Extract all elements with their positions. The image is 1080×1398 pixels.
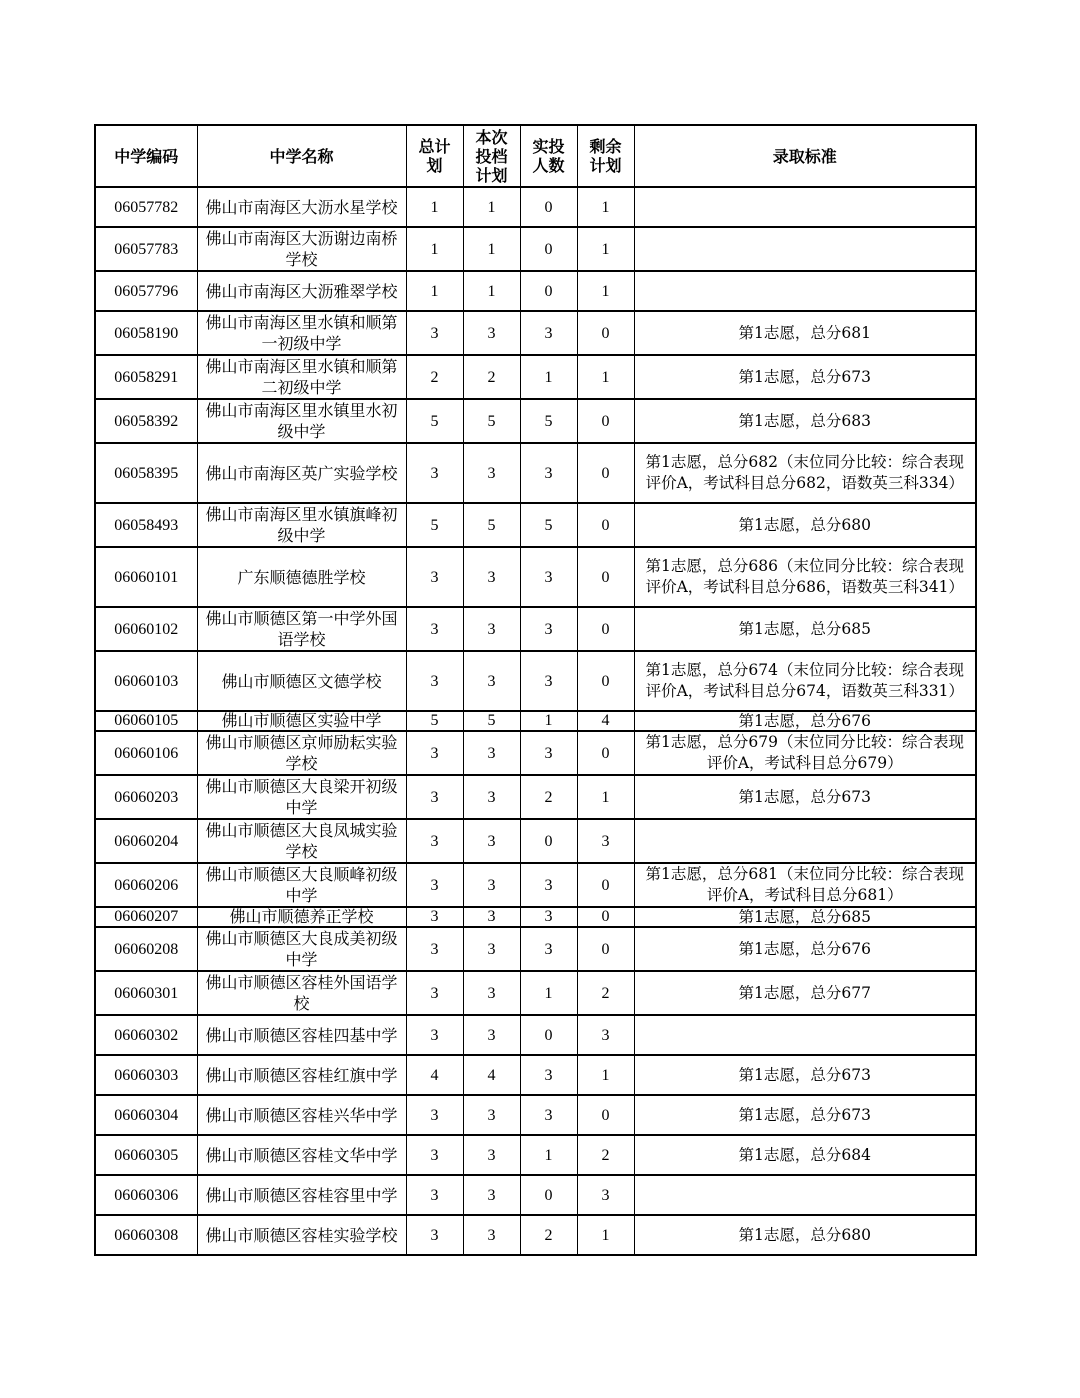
cell-standard: 第1志愿，总分685 (634, 907, 976, 927)
cell-remaining: 0 (577, 1095, 634, 1135)
cell-standard: 第1志愿，总分680 (634, 503, 976, 547)
cell-standard (634, 227, 976, 271)
cell-remaining: 1 (577, 1215, 634, 1255)
cell-actual: 1 (520, 1135, 577, 1175)
table-row (95, 1175, 976, 1215)
header-remaining: 剩余计划 (577, 125, 634, 187)
cell-remaining: 0 (577, 399, 634, 443)
cell-code: 06060204 (95, 819, 197, 863)
cell-batch-plan: 3 (463, 607, 520, 651)
cell-total-plan: 1 (406, 187, 463, 227)
cell-standard: 第1志愿，总分676 (634, 711, 976, 731)
cell-standard: 第1志愿，总分673 (634, 1095, 976, 1135)
cell-standard (634, 187, 976, 227)
cell-standard: 第1志愿，总分677 (634, 971, 976, 1015)
header-row (95, 125, 976, 187)
cell-remaining: 0 (577, 547, 634, 607)
cell-remaining: 0 (577, 607, 634, 651)
cell-actual: 5 (520, 399, 577, 443)
cell-total-plan: 3 (406, 971, 463, 1015)
cell-total-plan: 5 (406, 711, 463, 731)
cell-code: 06060208 (95, 927, 197, 971)
cell-code: 06060301 (95, 971, 197, 1015)
table-body (95, 187, 976, 1255)
cell-standard: 第1志愿，总分673 (634, 355, 976, 399)
header-standard: 录取标准 (634, 125, 976, 187)
cell-total-plan: 3 (406, 1095, 463, 1135)
table-row (95, 227, 976, 271)
cell-actual: 3 (520, 863, 577, 907)
cell-remaining: 0 (577, 927, 634, 971)
cell-actual: 2 (520, 1215, 577, 1255)
cell-code: 06058493 (95, 503, 197, 547)
cell-remaining: 3 (577, 819, 634, 863)
cell-standard (634, 819, 976, 863)
cell-code: 06060207 (95, 907, 197, 927)
cell-standard: 第1志愿，总分673 (634, 1055, 976, 1095)
cell-standard: 第1志愿，总分676 (634, 927, 976, 971)
cell-total-plan: 3 (406, 1015, 463, 1055)
cell-batch-plan: 3 (463, 547, 520, 607)
cell-remaining: 1 (577, 187, 634, 227)
cell-total-plan: 1 (406, 271, 463, 311)
cell-total-plan: 3 (406, 1135, 463, 1175)
cell-standard: 第1志愿，总分683 (634, 399, 976, 443)
cell-batch-plan: 5 (463, 503, 520, 547)
cell-remaining: 0 (577, 731, 634, 775)
cell-remaining: 3 (577, 1015, 634, 1055)
table-row (95, 355, 976, 399)
cell-batch-plan: 1 (463, 271, 520, 311)
cell-remaining: 1 (577, 227, 634, 271)
table-row (95, 907, 976, 927)
cell-code: 06058392 (95, 399, 197, 443)
cell-total-plan: 5 (406, 399, 463, 443)
cell-name: 佛山市顺德区大良凤城实验学校 (197, 819, 406, 863)
cell-total-plan: 3 (406, 927, 463, 971)
admission-table (94, 124, 977, 1256)
cell-name: 佛山市南海区大沥水星学校 (197, 187, 406, 227)
cell-actual: 0 (520, 187, 577, 227)
header-code: 中学编码 (95, 125, 197, 187)
cell-code: 06058291 (95, 355, 197, 399)
cell-code: 06057783 (95, 227, 197, 271)
cell-name: 佛山市顺德养正学校 (197, 907, 406, 927)
cell-actual: 1 (520, 971, 577, 1015)
cell-batch-plan: 2 (463, 355, 520, 399)
cell-batch-plan: 3 (463, 651, 520, 711)
table-row (95, 927, 976, 971)
cell-batch-plan: 3 (463, 775, 520, 819)
cell-total-plan: 3 (406, 863, 463, 907)
cell-name: 佛山市顺德区大良成美初级中学 (197, 927, 406, 971)
cell-actual: 0 (520, 271, 577, 311)
cell-code: 06060305 (95, 1135, 197, 1175)
cell-actual: 3 (520, 651, 577, 711)
cell-actual: 1 (520, 711, 577, 731)
cell-name: 佛山市顺德区大良梁开初级中学 (197, 775, 406, 819)
cell-name: 佛山市南海区里水镇里水初级中学 (197, 399, 406, 443)
cell-actual: 3 (520, 731, 577, 775)
cell-code: 06058190 (95, 311, 197, 355)
cell-actual: 0 (520, 1015, 577, 1055)
table-row (95, 863, 976, 907)
cell-batch-plan: 3 (463, 311, 520, 355)
cell-total-plan: 1 (406, 227, 463, 271)
cell-standard: 第1志愿，总分684 (634, 1135, 976, 1175)
table-row (95, 819, 976, 863)
table-row (95, 1215, 976, 1255)
cell-total-plan: 3 (406, 1175, 463, 1215)
cell-name: 佛山市顺德区容桂实验学校 (197, 1215, 406, 1255)
header-total-plan: 总计划 (406, 125, 463, 187)
cell-total-plan: 5 (406, 503, 463, 547)
cell-batch-plan: 3 (463, 819, 520, 863)
table-row (95, 1055, 976, 1095)
cell-standard: 第1志愿，总分681（末位同分比较：综合表现评价A，考试科目总分681） (634, 863, 976, 907)
header-name: 中学名称 (197, 125, 406, 187)
cell-name: 佛山市南海区里水镇和顺第一初级中学 (197, 311, 406, 355)
cell-actual: 1 (520, 355, 577, 399)
table-row (95, 311, 976, 355)
cell-standard: 第1志愿，总分674（末位同分比较：综合表现评价A，考试科目总分674，语数英三科331） (634, 651, 976, 711)
cell-batch-plan: 3 (463, 1015, 520, 1055)
cell-code: 06060308 (95, 1215, 197, 1255)
cell-name: 佛山市顺德区文德学校 (197, 651, 406, 711)
cell-name: 佛山市南海区大沥雅翠学校 (197, 271, 406, 311)
cell-actual: 0 (520, 227, 577, 271)
cell-total-plan: 2 (406, 355, 463, 399)
cell-remaining: 0 (577, 907, 634, 927)
cell-actual: 0 (520, 819, 577, 863)
cell-batch-plan: 1 (463, 187, 520, 227)
table-row (95, 731, 976, 775)
cell-batch-plan: 3 (463, 443, 520, 503)
cell-code: 06060101 (95, 547, 197, 607)
cell-actual: 3 (520, 547, 577, 607)
cell-total-plan: 3 (406, 1215, 463, 1255)
cell-batch-plan: 1 (463, 227, 520, 271)
cell-total-plan: 3 (406, 311, 463, 355)
cell-batch-plan: 3 (463, 1175, 520, 1215)
table-row (95, 443, 976, 503)
cell-standard: 第1志愿，总分673 (634, 775, 976, 819)
cell-name: 佛山市顺德区容桂外国语学校 (197, 971, 406, 1015)
cell-total-plan: 3 (406, 443, 463, 503)
cell-remaining: 1 (577, 271, 634, 311)
cell-code: 06060303 (95, 1055, 197, 1095)
cell-actual: 3 (520, 927, 577, 971)
cell-name: 佛山市顺德区容桂兴华中学 (197, 1095, 406, 1135)
cell-actual: 2 (520, 775, 577, 819)
cell-name: 佛山市南海区里水镇和顺第二初级中学 (197, 355, 406, 399)
cell-name: 佛山市顺德区第一中学外国语学校 (197, 607, 406, 651)
admission-table-page (94, 124, 975, 1256)
cell-remaining: 0 (577, 503, 634, 547)
cell-actual: 3 (520, 1095, 577, 1135)
table-row (95, 271, 976, 311)
cell-remaining: 1 (577, 775, 634, 819)
cell-standard: 第1志愿，总分679（末位同分比较：综合表现评价A，考试科目总分679） (634, 731, 976, 775)
header-actual: 实投人数 (520, 125, 577, 187)
cell-name: 佛山市顺德区容桂红旗中学 (197, 1055, 406, 1095)
cell-code: 06060304 (95, 1095, 197, 1135)
cell-name: 佛山市顺德区实验中学 (197, 711, 406, 731)
cell-total-plan: 4 (406, 1055, 463, 1095)
table-row (95, 607, 976, 651)
cell-code: 06060102 (95, 607, 197, 651)
cell-name: 佛山市南海区英广实验学校 (197, 443, 406, 503)
cell-actual: 0 (520, 1175, 577, 1215)
cell-batch-plan: 3 (463, 1095, 520, 1135)
cell-batch-plan: 3 (463, 907, 520, 927)
cell-batch-plan: 3 (463, 971, 520, 1015)
cell-code: 06057796 (95, 271, 197, 311)
cell-total-plan: 3 (406, 907, 463, 927)
table-row (95, 651, 976, 711)
cell-standard (634, 271, 976, 311)
cell-standard: 第1志愿，总分685 (634, 607, 976, 651)
cell-batch-plan: 3 (463, 731, 520, 775)
cell-total-plan: 3 (406, 547, 463, 607)
cell-remaining: 0 (577, 863, 634, 907)
cell-total-plan: 3 (406, 651, 463, 711)
table-row (95, 1095, 976, 1135)
cell-name: 广东顺德德胜学校 (197, 547, 406, 607)
cell-name: 佛山市顺德区大良顺峰初级中学 (197, 863, 406, 907)
cell-standard: 第1志愿，总分682（末位同分比较：综合表现评价A，考试科目总分682，语数英三科334） (634, 443, 976, 503)
cell-name: 佛山市南海区里水镇旗峰初级中学 (197, 503, 406, 547)
cell-actual: 3 (520, 607, 577, 651)
cell-remaining: 0 (577, 311, 634, 355)
cell-code: 06058395 (95, 443, 197, 503)
cell-standard (634, 1015, 976, 1055)
cell-total-plan: 3 (406, 731, 463, 775)
cell-name: 佛山市顺德区容桂四基中学 (197, 1015, 406, 1055)
cell-remaining: 3 (577, 1175, 634, 1215)
cell-total-plan: 3 (406, 607, 463, 651)
cell-code: 06057782 (95, 187, 197, 227)
cell-standard: 第1志愿，总分681 (634, 311, 976, 355)
cell-batch-plan: 3 (463, 927, 520, 971)
cell-name: 佛山市顺德区容桂文华中学 (197, 1135, 406, 1175)
cell-actual: 3 (520, 311, 577, 355)
cell-code: 06060203 (95, 775, 197, 819)
cell-code: 06060302 (95, 1015, 197, 1055)
cell-name: 佛山市顺德区容桂容里中学 (197, 1175, 406, 1215)
cell-code: 06060306 (95, 1175, 197, 1215)
cell-name: 佛山市顺德区京师励耘实验学校 (197, 731, 406, 775)
cell-total-plan: 3 (406, 775, 463, 819)
cell-actual: 5 (520, 503, 577, 547)
cell-remaining: 1 (577, 355, 634, 399)
table-row (95, 187, 976, 227)
cell-batch-plan: 5 (463, 711, 520, 731)
cell-remaining: 0 (577, 651, 634, 711)
table-row (95, 1135, 976, 1175)
cell-name: 佛山市南海区大沥谢边南桥学校 (197, 227, 406, 271)
cell-actual: 3 (520, 443, 577, 503)
cell-standard (634, 1175, 976, 1215)
table-row (95, 503, 976, 547)
cell-batch-plan: 3 (463, 863, 520, 907)
cell-remaining: 2 (577, 971, 634, 1015)
cell-remaining: 2 (577, 1135, 634, 1175)
cell-actual: 3 (520, 907, 577, 927)
cell-actual: 3 (520, 1055, 577, 1095)
cell-batch-plan: 4 (463, 1055, 520, 1095)
cell-code: 06060206 (95, 863, 197, 907)
cell-remaining: 1 (577, 1055, 634, 1095)
table-row (95, 711, 976, 731)
header-batch-plan: 本次投档计划 (463, 125, 520, 187)
cell-remaining: 4 (577, 711, 634, 731)
cell-standard: 第1志愿，总分680 (634, 1215, 976, 1255)
cell-batch-plan: 3 (463, 1135, 520, 1175)
cell-batch-plan: 5 (463, 399, 520, 443)
table-row (95, 775, 976, 819)
cell-batch-plan: 3 (463, 1215, 520, 1255)
table-row (95, 1015, 976, 1055)
cell-total-plan: 3 (406, 819, 463, 863)
cell-code: 06060105 (95, 711, 197, 731)
cell-code: 06060103 (95, 651, 197, 711)
table-row (95, 971, 976, 1015)
table-row (95, 547, 976, 607)
cell-standard: 第1志愿，总分686（末位同分比较：综合表现评价A，考试科目总分686，语数英三科341） (634, 547, 976, 607)
cell-code: 06060106 (95, 731, 197, 775)
table-row (95, 399, 976, 443)
cell-remaining: 0 (577, 443, 634, 503)
